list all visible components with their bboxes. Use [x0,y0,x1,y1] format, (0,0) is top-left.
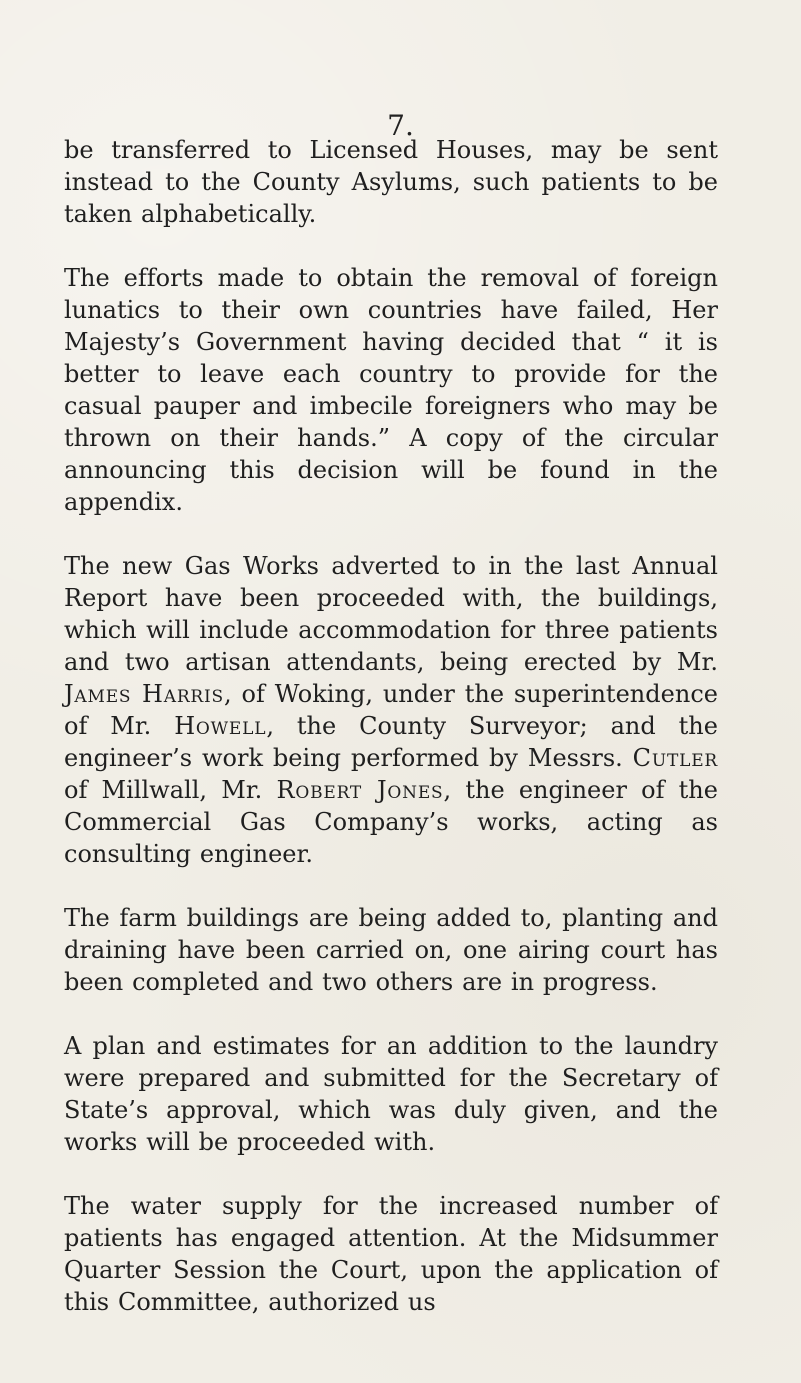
paragraph-5: A plan and estimates for an addition to the laundry were prepared and submitted for the Secretary of State’s approval, which was duly given, and the works will be proceeded with. [64,1032,718,1156]
paragraph-4: The farm buildings are being added to, planting and draining have been carried on, one airing court has been completed and two others are in progress. [64,904,718,996]
name-robert-jones: Robert Jones [276,776,444,804]
page-number: 7. [387,109,414,142]
name-howell: Howell [174,712,267,740]
paragraph-3 [64,550,718,870]
paragraph-3-part-3: , of Woking, under the superintendence of Mr. [64,680,718,740]
paragraph-2: The efforts made to obtain the removal of foreign lunatics to their own countries have failed, Her Majesty’s Government having decided that “ it is better to leave each country to provide for the casual pauper and imbecile foreigners who may be thrown on their hands.” A copy of the circular announcing this decision will be found in the appendix. [64,264,718,516]
paragraph-1: be transferred to Licensed Houses, may be sent instead to the County Asylums, such patients to be taken alphabetically. [64,136,718,228]
paragraph-3-part-9: , the engineer of the Commercial Gas Company’s works, acting as consulting engineer. [64,776,718,868]
paragraph-3-part-7: of Millwall, Mr. [64,776,277,804]
document-body [64,134,718,1318]
paragraph-3-part-5: , the County Surveyor; and the engineer’s work being performed by Messrs. [64,712,718,772]
name-cutler: Cutler [632,744,718,772]
paragraph-3-part-1: The new Gas Works adverted to in the last Annual Report have been proceeded with, the buildings, which will include accommodation for three patients and two artisan attendants, being erected by Mr. [64,552,718,676]
paragraph-6: The water supply for the increased number of patients has engaged attention. At the Midsummer Quarter Session the Court, upon the application of this Committee, authorized us [64,1192,718,1316]
name-james-harris: James Harris [64,680,224,708]
